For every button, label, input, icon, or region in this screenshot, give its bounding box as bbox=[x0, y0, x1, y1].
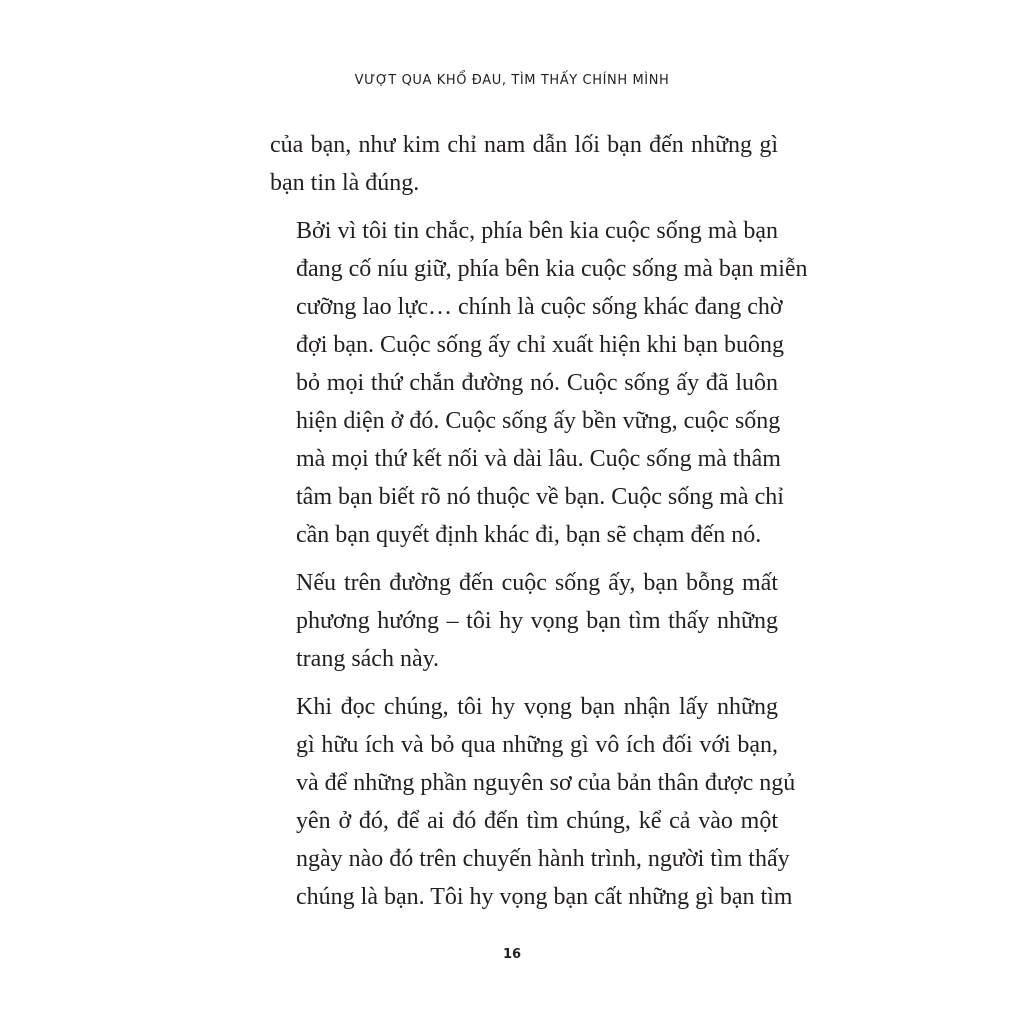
paragraph-3 bbox=[270, 564, 778, 678]
running-header-title: VƯỢT QUA KHỔ ĐAU, TÌM THẤY CHÍNH MÌNH bbox=[354, 73, 670, 88]
text-line: tâm bạn biết rõ nó thuộc về bạn. Cuộc sống mà chỉ bbox=[296, 484, 784, 510]
paragraph-2 bbox=[270, 212, 808, 554]
text-line: đang cố níu giữ, phía bên kia cuộc sống mà bạn miễn bbox=[296, 256, 808, 282]
page-number: 16 bbox=[502, 947, 522, 962]
text-line: chúng là bạn. Tôi hy vọng bạn cất những gì bạn tìm bbox=[296, 884, 793, 910]
text-line: mà mọi thứ kết nối và dài lâu. Cuộc sống mà thâm bbox=[296, 446, 781, 472]
text-line: Nếu trên đường đến cuộc sống ấy, bạn bỗng mất bbox=[296, 570, 778, 596]
text-line: đợi bạn. Cuộc sống ấy chỉ xuất hiện khi bạn buông bbox=[296, 332, 784, 358]
text-line: trang sách này. bbox=[296, 646, 440, 672]
text-line: yên ở đó, để ai đó đến tìm chúng, kể cả vào một bbox=[296, 808, 778, 834]
text-line: của bạn, như kim chỉ nam dẫn lối bạn đến những gì bbox=[270, 132, 778, 158]
body-text bbox=[270, 126, 808, 926]
text-line: cưỡng lao lực… chính là cuộc sống khác đang chờ bbox=[296, 294, 783, 320]
text-line: ngày nào đó trên chuyến hành trình, người tìm thấy bbox=[296, 846, 790, 872]
text-line: Khi đọc chúng, tôi hy vọng bạn nhận lấy những bbox=[296, 694, 778, 720]
text-line: và để những phần nguyên sơ của bản thân được ngủ bbox=[296, 770, 796, 796]
text-line: cần bạn quyết định khác đi, bạn sẽ chạm đến nó. bbox=[296, 522, 762, 548]
text-line: Bởi vì tôi tin chắc, phía bên kia cuộc sống mà bạn bbox=[296, 218, 778, 244]
text-line: bỏ mọi thứ chắn đường nó. Cuộc sống ấy đã luôn bbox=[296, 370, 778, 396]
text-line: hiện diện ở đó. Cuộc sống ấy bền vững, cuộc sống bbox=[296, 408, 781, 434]
paragraph-4 bbox=[270, 688, 796, 916]
text-line: phương hướng – tôi hy vọng bạn tìm thấy những bbox=[296, 608, 778, 634]
text-line: bạn tin là đúng. bbox=[270, 170, 420, 196]
paragraph-1 bbox=[270, 126, 778, 202]
text-line: gì hữu ích và bỏ qua những gì vô ích đối với bạn, bbox=[296, 732, 778, 758]
